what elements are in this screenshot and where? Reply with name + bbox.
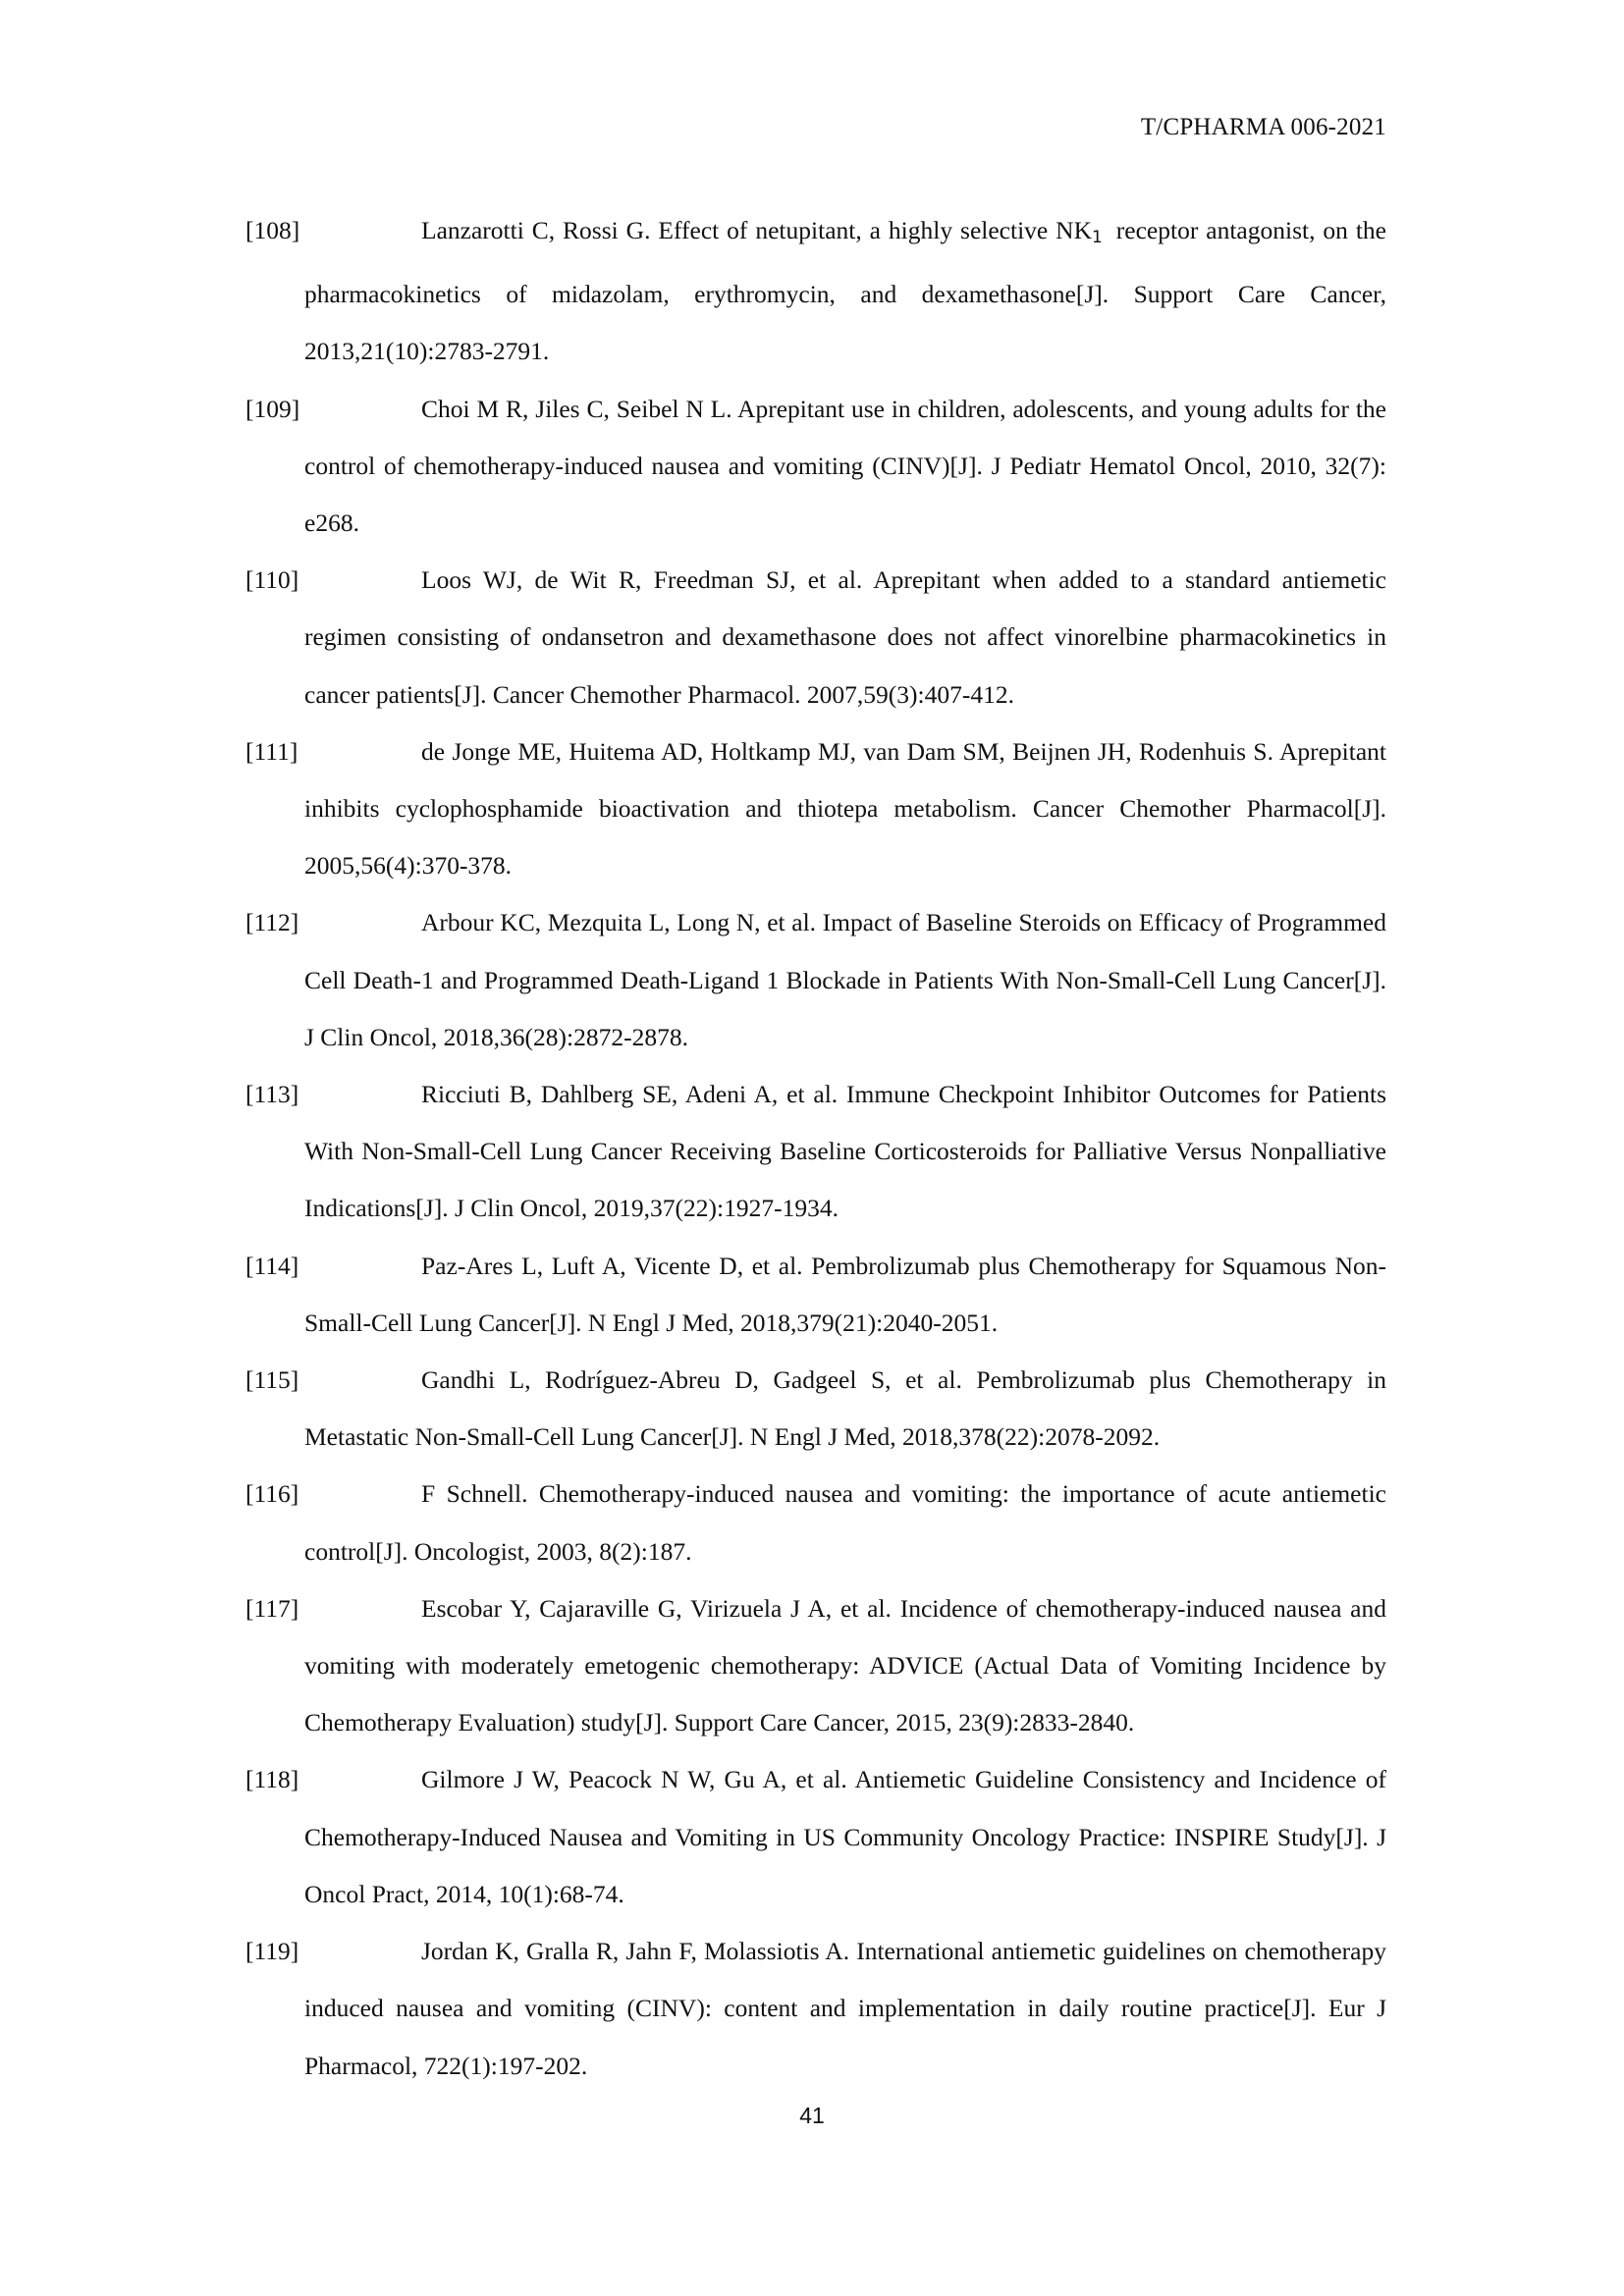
reference-number: [115] xyxy=(245,1365,299,1395)
reference-number: [116] xyxy=(245,1479,299,1509)
reference-number: [118] xyxy=(245,1765,299,1794)
reference-number: [117] xyxy=(245,1593,299,1623)
reference-number: [108] xyxy=(245,216,300,244)
document-code-header: T/CPHARMA 006-2021 xyxy=(1140,114,1386,140)
reference-number: [109] xyxy=(245,394,300,423)
reference-text: receptor antagonist, on the pharmacokinetics of midazolam, erythromycin, and dexamethasone[J]. Support Care Cancer, 2013,21(10):2783-2791. xyxy=(304,216,1386,366)
reference-entry xyxy=(245,1238,1386,1352)
reference-entry xyxy=(245,894,1386,1066)
reference-text: Paz-Ares L, Luft A, Vicente D, et al. Pembrolizumab plus Chemotherapy for Squamous Non-Small-Cell Lung Cancer[J]. N Engl J Med, 2018,379(21):2040-2051. xyxy=(304,1251,1386,1337)
reference-number: [111] xyxy=(245,736,298,766)
reference-number: [112] xyxy=(245,908,299,937)
reference-text: Jordan K, Gralla R, Jahn F, Molassiotis A. International antiemetic guidelines on chemotherapy induced nausea and vomiting (CINV): content and implementation in daily routine practice[J]. Eur J Pharmacol, 722(1):197-202. xyxy=(304,1937,1386,2080)
reference-text: Choi M R, Jiles C, Seibel N L. Aprepitant use in children, adolescents, and young adults for the control of chemotherapy-induced nausea and vomiting (CINV)[J]. J Pediatr Hematol Oncol, 2010, 32(7): e268. xyxy=(304,394,1386,538)
reference-entry xyxy=(245,381,1386,553)
reference-entry xyxy=(245,552,1386,723)
reference-text: F Schnell. Chemotherapy-induced nausea and vomiting: the importance of acute antiemetic control[J]. Oncologist, 2003, 8(2):187. xyxy=(304,1479,1386,1566)
reference-entry xyxy=(245,1352,1386,1466)
reference-text: Arbour KC, Mezquita L, Long N, et al. Impact of Baseline Steroids on Efficacy of Programmed Cell Death-1 and Programmed Death-Ligand 1 Blockade in Patients With Non-Small-Cell Lung Cancer[J]. J Clin Oncol, 2018,36(28):2872-2878. xyxy=(304,908,1386,1051)
reference-subscript: 1 xyxy=(1092,228,1103,247)
reference-number: [114] xyxy=(245,1251,299,1280)
reference-entry xyxy=(245,1580,1386,1752)
reference-text: Gandhi L, Rodríguez-Abreu D, Gadgeel S, et al. Pembrolizumab plus Chemotherapy in Metastatic Non-Small-Cell Lung Cancer[J]. N Engl J Med, 2018,378(22):2078-2092. xyxy=(304,1365,1386,1452)
reference-entry xyxy=(245,1923,1386,2095)
reference-text: Ricciuti B, Dahlberg SE, Adeni A, et al. Immune Checkpoint Inhibitor Outcomes for Patients With Non-Small-Cell Lung Cancer Receiving Baseline Corticosteroids for Palliative Versus Nonpalliative Indications[J]. J Clin Oncol, 2019,37(22):1927-1934. xyxy=(304,1080,1386,1223)
reference-entry xyxy=(245,202,1386,381)
reference-entry xyxy=(245,723,1386,895)
reference-entry xyxy=(245,1751,1386,1923)
reference-text: Gilmore J W, Peacock N W, Gu A, et al. Antiemetic Guideline Consistency and Incidence of Chemotherapy-Induced Nausea and Vomiting in US Community Oncology Practice: INSPIRE Study[J]. J Oncol Pract, 2014, 10(1):68-74. xyxy=(304,1765,1386,1908)
reference-text: Lanzarotti C, Rossi G. Effect of netupitant, a highly selective NK xyxy=(421,216,1093,244)
reference-text: Loos WJ, de Wit R, Freedman SJ, et al. Aprepitant when added to a standard antiemetic regimen consisting of ondansetron and dexamethasone does not affect vinorelbine pharmacokinetics in cancer patients[J]. Cancer Chemother Pharmacol. 2007,59(3):407-412. xyxy=(304,565,1386,709)
reference-entry xyxy=(245,1066,1386,1238)
reference-text: Escobar Y, Cajaraville G, Virizuela J A, et al. Incidence of chemotherapy-induced nausea and vomiting with moderately emetogenic chemotherapy: ADVICE (Actual Data of Vomiting Incidence by Chemotherapy Evaluation) study[J]. Support Care Cancer, 2015, 23(9):2833-2840. xyxy=(304,1593,1386,1737)
reference-number: [119] xyxy=(245,1937,299,1966)
page-number: 41 xyxy=(799,2103,825,2128)
reference-number: [113] xyxy=(245,1080,299,1109)
reference-list xyxy=(245,202,1386,2095)
reference-number: [110] xyxy=(245,565,299,595)
reference-entry xyxy=(245,1466,1386,1579)
reference-text: de Jonge ME, Huitema AD, Holtkamp MJ, van Dam SM, Beijnen JH, Rodenhuis S. Aprepitant inhibits cyclophosphamide bioactivation and thiotepa metabolism. Cancer Chemother Pharmacol[J]. 2005,56(4):370-378. xyxy=(304,736,1386,881)
